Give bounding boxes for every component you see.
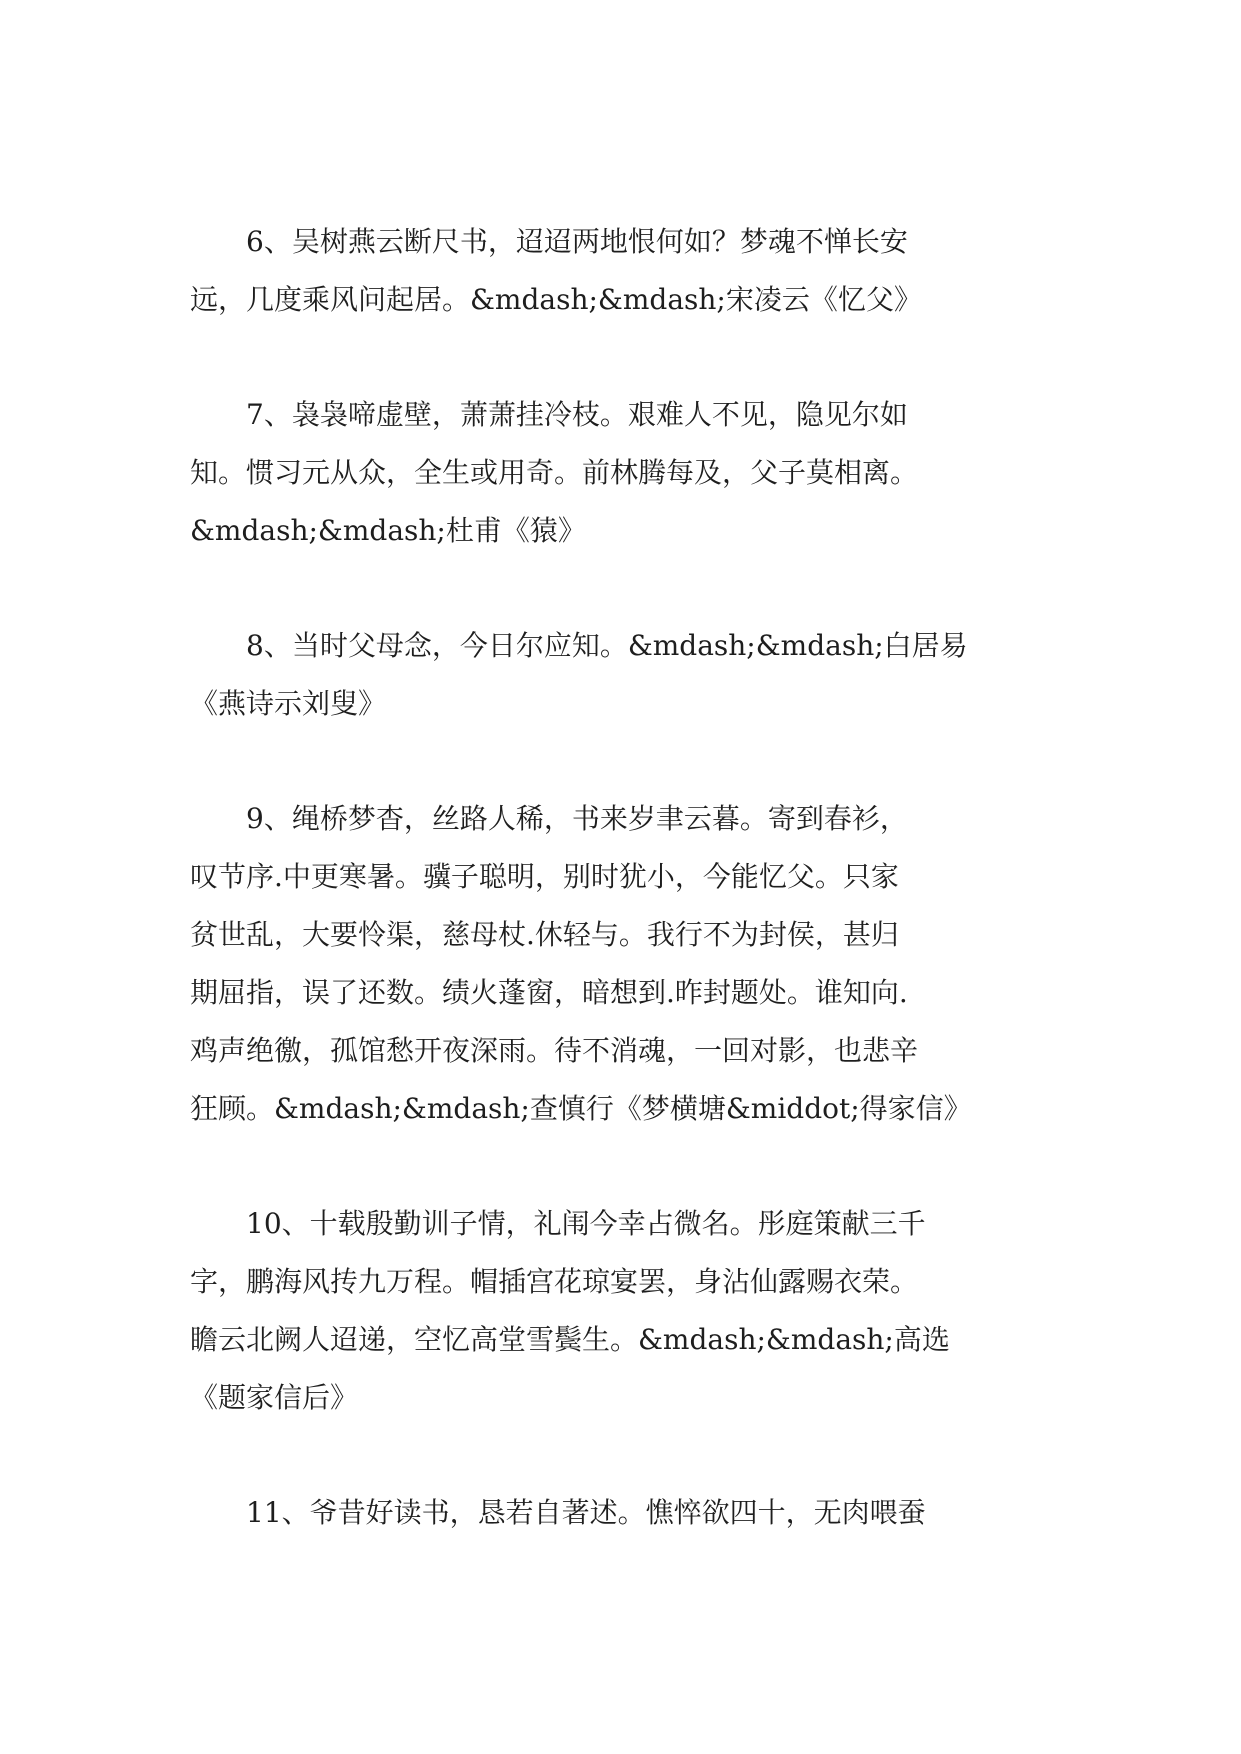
text-line: 《燕诗示刘叟》: [190, 687, 387, 720]
text-line: 10、十载殷勤训子情，礼闱今幸占微名。彤庭策献三千: [246, 1207, 926, 1240]
document-body: [190, 213, 1070, 1599]
poem-entry-10: [190, 1195, 1070, 1427]
text-line: 《题家信后》: [190, 1381, 359, 1414]
text-line: 字，鹏海风抟九万程。帽插宫花琼宴罢，身沾仙露赐衣荣。: [190, 1265, 919, 1298]
text-line: 鸡声绝徼，孤馆愁开夜深雨。待不消魂，一回对影，也悲辛: [190, 1034, 919, 1067]
text-line: 狂顾。&mdash;&mdash;查慎行《梦横塘&middot;得家信》: [190, 1092, 972, 1125]
text-line: 叹节序.中更寒暑。骥子聪明，别时犹小，今能忆父。只家: [190, 860, 899, 893]
text-line: 瞻云北阙人迢递，空忆高堂雪鬓生。&mdash;&mdash;高选: [190, 1323, 950, 1356]
text-line: 6、吴树燕云断尺书，迢迢两地恨何如？梦魂不惮长安: [246, 225, 908, 258]
text-line: 11、爷昔好读书，恳若自著述。憔悴欲四十，无肉喂蚕: [246, 1496, 926, 1529]
poem-entry-9: [190, 790, 1070, 1138]
text-line: 远，几度乘风问起居。&mdash;&mdash;宋凌云《忆父》: [190, 283, 922, 316]
text-line: 8、当时父母念，今日尔应知。&mdash;&mdash;白居易: [246, 629, 968, 662]
text-line: 知。惯习元从众，全生或用奇。前林腾每及，父子莫相离。: [190, 456, 919, 489]
text-line: 7、袅袅啼虚壁，萧萧挂冷枝。艰难人不见，隐见尔如: [246, 398, 908, 431]
text-line: &mdash;&mdash;杜甫《猿》: [190, 514, 586, 547]
poem-entry-8: [190, 617, 1070, 733]
text-line: 9、绳桥梦杳，丝路人稀，书来岁聿云暮。寄到春衫，: [246, 802, 908, 835]
poem-entry-7: [190, 386, 1070, 560]
text-line: 期屈指，误了还数。绩火蓬窗，暗想到.昨封题处。谁知向.: [190, 976, 908, 1009]
text-line: 贫世乱，大要怜渠，慈母杖.休轻与。我行不为封侯，甚归: [190, 918, 899, 951]
poem-entry-11: [190, 1484, 1070, 1542]
poem-entry-6: [190, 213, 1070, 329]
